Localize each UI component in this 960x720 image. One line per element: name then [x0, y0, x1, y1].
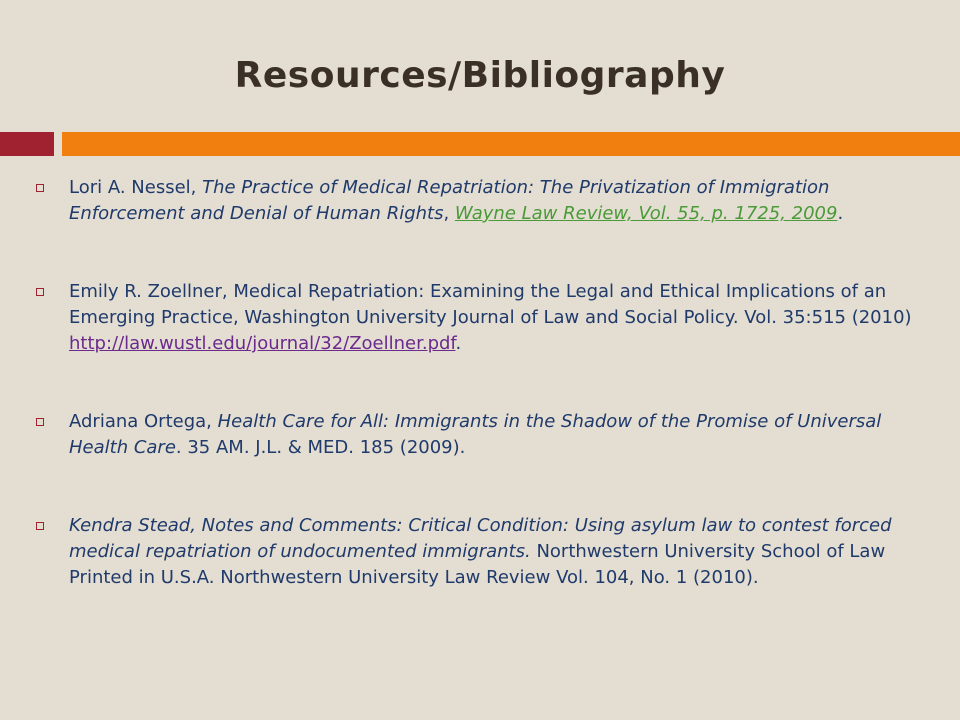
reference-item-ortega: [36, 409, 936, 461]
reference-citation: Northwestern University School of Law Printed in U.S.A. Northwestern University Law Review Vol. 104, No. 1 (2010).: [69, 541, 886, 588]
accent-bar-red: [0, 132, 54, 156]
reference-item-zoellner: [36, 279, 936, 357]
square-bullet-icon: [36, 418, 44, 426]
page-title: Resources/Bibliography: [234, 55, 726, 96]
reference-item-stead: [36, 513, 936, 591]
reference-end: .: [837, 203, 844, 224]
reference-link[interactable]: Wayne Law Review, Vol. 55, p. 1725, 2009: [454, 203, 838, 224]
reference-author: Lori A. Nessel,: [69, 177, 203, 198]
reference-text: Emily R. Zoellner, Medical Repatriation: Examining the Legal and Ethical Implications of an Emerging Practice, Washington University Journal of Law and Social Policy. Vol. 35:515 (2010): [69, 281, 912, 328]
reference-title: The Practice of Medical Repatriation: The Privatization of Immigration Enforcement and Denial of Human Rights: [69, 177, 830, 224]
accent-bar-orange: [62, 132, 960, 156]
reference-separator: ,: [443, 203, 455, 224]
reference-author: Adriana Ortega,: [69, 411, 218, 432]
square-bullet-icon: [36, 522, 44, 530]
reference-link[interactable]: http://law.wustl.edu/journal/32/Zoellner.pdf: [69, 333, 456, 354]
reference-item-nessel: [36, 175, 936, 227]
reference-citation: . 35 AM. J.L. & MED. 185 (2009).: [175, 437, 466, 458]
reference-end: .: [455, 333, 462, 354]
reference-list: [36, 175, 936, 643]
reference-title: Health Care for All: Immigrants in the Shadow of the Promise of Universal Health Care: [69, 411, 882, 458]
square-bullet-icon: [36, 288, 44, 296]
reference-title: Kendra Stead, Notes and Comments: Critical Condition: Using asylum law to contest forced medical repatriation of undocumented immigrants.: [69, 515, 892, 562]
square-bullet-icon: [36, 184, 44, 192]
